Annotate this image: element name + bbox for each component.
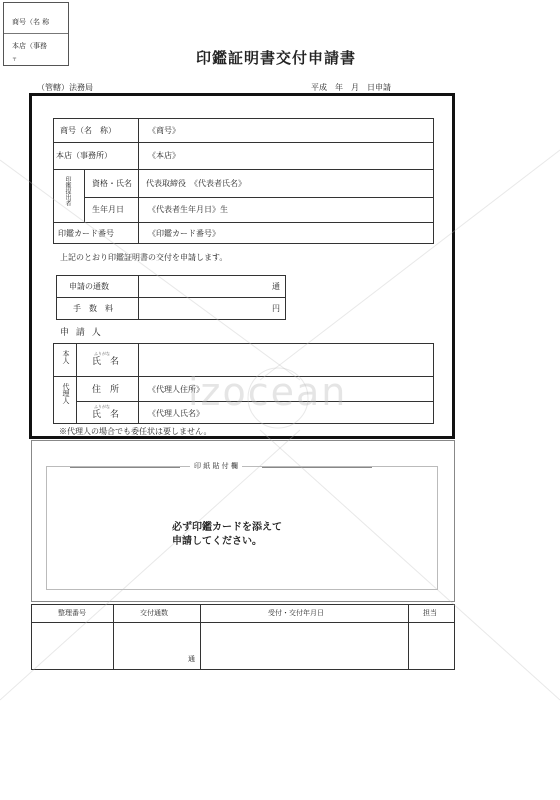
- card-notice-line1: 必ず印鑑カードを添えて: [172, 522, 282, 533]
- bureau-label: （管轄）法務局: [37, 83, 93, 92]
- agent-name-ruby: ふりがな: [94, 404, 110, 409]
- qualification-label: 資格・氏名: [92, 179, 132, 188]
- agent-vertical-label: 代理人: [62, 383, 70, 404]
- agent-name-value[interactable]: 《代理人氏名》: [148, 409, 204, 418]
- watermark-text: izocean: [188, 370, 348, 414]
- self-name-ruby: ふりがな: [94, 351, 110, 356]
- copies-label: 申請の通数: [69, 282, 109, 291]
- agent-note: ※代理人の場合でも委任状は要しません。: [59, 427, 212, 436]
- card-number-label: 印鑑カード番号: [58, 229, 114, 238]
- self-vertical-label: 本人: [62, 350, 70, 364]
- birthdate-label: 生年月日: [92, 205, 124, 214]
- stamp-section-label: 印 紙 貼 付 欄: [190, 463, 242, 470]
- col-staff: 担当: [423, 609, 437, 617]
- card-notice-line2: 申請してください。: [172, 536, 262, 547]
- head-office-label: 本店（事務所）: [56, 151, 112, 160]
- agent-name-label: 氏 名: [92, 410, 120, 420]
- representative-vertical-label: 印鑑提出者: [64, 176, 71, 206]
- trade-name-label: 商号（名 称）: [60, 126, 116, 135]
- copies-unit[interactable]: 通: [272, 282, 280, 291]
- col-issued-copies: 交付通数: [140, 609, 168, 617]
- document-title: 印鑑証明書交付申請書: [196, 49, 357, 67]
- col-reference-number: 整理番号: [58, 609, 86, 617]
- card-number-value[interactable]: 《印鑑カード番号》: [148, 229, 220, 238]
- agent-address-value[interactable]: 《代理人住所》: [148, 385, 204, 394]
- corner-stamp-line1: 商号（名 称: [12, 18, 50, 26]
- fee-label: 手 数 料: [73, 304, 113, 313]
- self-name-label: 氏 名: [92, 357, 120, 367]
- fee-unit[interactable]: 円: [272, 304, 280, 313]
- trade-name-value[interactable]: 《商号》: [148, 126, 180, 135]
- head-office-value[interactable]: 《本店》: [148, 151, 180, 160]
- issued-copies-unit: 通: [188, 655, 195, 663]
- corner-stamp-line3: 〒: [12, 57, 18, 63]
- col-receipt-issue-date: 受付・交付年月日: [268, 609, 324, 617]
- application-date: 平成 年 月 日申請: [311, 83, 391, 92]
- agent-address-label: 住 所: [92, 385, 120, 395]
- qualification-value[interactable]: 代表取締役 《代表者氏名》: [146, 179, 246, 188]
- request-statement: 上記のとおり印鑑証明書の交付を申請します。: [60, 253, 228, 262]
- birthdate-value[interactable]: 《代表者生年月日》生: [148, 205, 228, 214]
- applicant-heading: 申 請 人: [60, 328, 103, 338]
- corner-stamp-line2: 本店（事務: [12, 42, 47, 50]
